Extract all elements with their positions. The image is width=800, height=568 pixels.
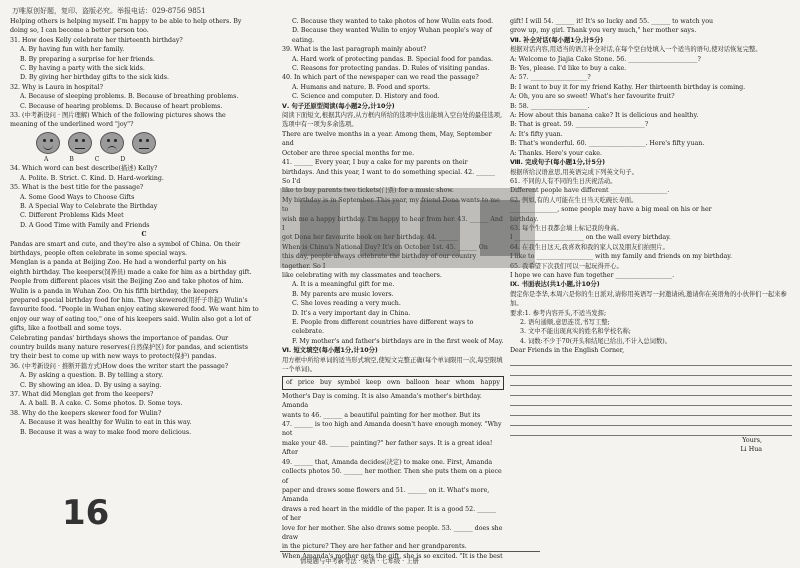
text-line: A: Oh, you are so sweet! What's her favourite fruit? xyxy=(510,93,675,101)
text-line: B: That's wonderful. 60. __________________. Here's fifty yuan. xyxy=(510,140,705,148)
text-line: Helping others is helping myself. I'm happy to be able to help others. By xyxy=(10,18,242,25)
text-line: A. It is a meaningful gift for me. xyxy=(292,281,395,289)
word-box xyxy=(282,376,504,389)
text-line: birthdays, people often celebrate in some special ways. xyxy=(10,249,188,257)
text-line: D. It's a very important day in China. xyxy=(292,309,411,317)
text-line: A. Humans and nature. B. Food and sports. xyxy=(292,83,431,91)
page-number: 16 xyxy=(62,493,110,533)
text-line: this day, people always celebrate the birthday of our country together. So I xyxy=(282,253,477,270)
text-line: A. A ball. B. A cake. C. Some photos. D. Some toys. xyxy=(20,400,183,408)
text-line: D. By giving her birthday gifts to the sick kids. xyxy=(20,74,169,82)
text-line: 用方框中所给单词的适当形式填空,使短文完整正确(每个单词限用一次,每空限填一个单词)。 xyxy=(282,356,503,374)
word-box-item: happy xyxy=(480,379,500,387)
section-heading: Ⅷ. 完成句子(每小题1分,计5分) xyxy=(510,159,605,167)
text-line: gift! I will 54. ______ it! It's so lucky and 55. ______ to watch you xyxy=(510,18,714,25)
text-line: favourite food. "People in Wuhan enjoy eating skewered food. We want him to xyxy=(10,306,259,314)
footer-divider xyxy=(280,551,540,552)
text-line: eighth birthday. The keepers(饲养员) made a cake for him as a birthday gift. xyxy=(10,268,252,276)
text-line: Mother's Day is coming. It is also Amanda's mother's birthday. Amanda xyxy=(282,392,482,410)
word-box-item: keep xyxy=(365,379,382,387)
text-line: birthday. xyxy=(510,215,539,223)
text-line: doing so, I can become a better person too. xyxy=(10,27,149,35)
text-line: 阅读下面短文,根据其内容,从方框内所给的选项中选出能填入空白处的最佳选项,选项中有一项为多余选项。 xyxy=(282,112,503,129)
text-line: 49. ______ that, Amanda decides(决定) to make one. First, Amanda xyxy=(282,458,493,466)
question-line: 37. What did Menglan get from the keepers? xyxy=(10,391,154,399)
text-line: 64. 在我生日这天,我喜欢和我的家人以及朋友们拍照片。 xyxy=(510,243,669,251)
text-line: birthdays. And this year, I want to do something special. 42. ______ So I'd xyxy=(282,168,496,185)
text-line: B: I want to buy it for my friend Kathy. Her thirteenth birthday is coming. xyxy=(510,83,746,91)
text-line: 62. 例如,有的人可能在生日当天吃碗长寿面。 xyxy=(510,196,638,204)
text-line: Wulin is a panda in Wuhan Zoo. On his fifth birthday, the keepers xyxy=(10,287,219,295)
text-line: A: It's fifty yuan. xyxy=(510,130,563,138)
text-line: B. A Special Way to Celebrate the Birthday xyxy=(20,202,158,210)
text-line: A. Hard work of protecting pandas. B. Special food for pandas. xyxy=(292,55,494,63)
text-line: love for her mother. She also draws some people. 53. ______ does she draw xyxy=(282,524,503,541)
text-line: try their best to come up with new ways to protect(保护) pandas. xyxy=(10,353,217,361)
text-line: B. By preparing a surprise for her friends. xyxy=(20,55,155,63)
word-box-item: own xyxy=(386,379,401,387)
column-right xyxy=(510,17,792,454)
face-pictures xyxy=(36,132,278,154)
sign-off: Yours, xyxy=(742,436,762,444)
text-line: 根据对话内容,用适当的语言补全对话,在每个空白处填入一个适当的语句,使对话恢复完整。 xyxy=(510,46,762,54)
text-line: gifts, like a football and some toys. xyxy=(10,325,122,333)
text-line: B: Yes, please. I'd like to buy a cake. xyxy=(510,65,627,73)
text-line: A. By asking a question. B. By telling a story. xyxy=(20,372,164,380)
writing-lines[interactable] xyxy=(510,356,792,436)
text-line: C. Different Problems Kids Meet xyxy=(20,212,124,220)
text-line: C. By showing an idea. D. By using a saying. xyxy=(20,381,162,389)
text-line: People from different places visit the Beijing Zoo and take photos of him. xyxy=(10,278,244,286)
text-line: _______________, some people may have a big meal on his or her xyxy=(510,206,712,214)
neutral-face-icon xyxy=(132,132,156,154)
text-line: 要求:1. 参考内容开头,不适当发挥; xyxy=(510,309,607,317)
question-line: 36. (中考新设问 · 推断开篇方式)How does the writer start the passage? xyxy=(10,362,229,370)
text-line: C. By having a party with the sick kids. xyxy=(20,65,145,73)
question-line: 35. What is the best title for the passage? xyxy=(10,184,144,192)
column-left xyxy=(10,17,278,437)
text-line: F. My mother's and father's birthdays are in the first week of May. xyxy=(292,337,504,345)
text-line: A. Some Good Ways to Choose Gifts xyxy=(20,193,135,201)
question-line: 32. Why is Laura in hospital? xyxy=(10,83,103,91)
header-text: 万唯原创好题，复印、盗版必究。举报电话：029-8756 9851 xyxy=(12,7,206,15)
text-line: C. Because of hearing problems. D. Because of heart problems. xyxy=(20,102,223,110)
text-line: A. By having fun with her family. xyxy=(20,46,125,54)
text-line: Different people have different __________________. xyxy=(510,187,670,195)
text-line: C. Science and computer. D. History and food. xyxy=(292,93,440,101)
word-box-item: price xyxy=(297,379,315,387)
text-line: 41. ______ Every year, I buy a cake for my parents on their xyxy=(282,159,468,167)
text-line: C. Because they wanted to take photos of how Wulin eats food. xyxy=(292,18,494,25)
text-line: A: Thanks. Here's your cake. xyxy=(510,149,602,157)
section-heading: Ⅶ. 补全对话(每小题1分,计5分) xyxy=(510,36,604,44)
text-line: enjoy our way of eating too," one of his keepers said. Wulin also got a lot of xyxy=(10,315,251,323)
text-line: 2. 语句通顺,意思连贯,书写工整; xyxy=(520,319,610,326)
text-line: country builds many nature reserves(自然保护区) for pandas, and scientists xyxy=(10,344,248,351)
text-line: wish me a happy birthday. I'm happy to hear from her. 43. ______ And I xyxy=(282,215,503,232)
text-line: When is China's National Day? It's on October 1st. 45. ______ On xyxy=(282,243,488,251)
text-line: in the picture? They are her father and her grandparents. xyxy=(282,543,467,551)
column-left-top xyxy=(10,17,278,130)
text-line: A: How about this banana cake? It is delicious and healthy. xyxy=(510,112,699,120)
text-line: meaning of the underlined word "joy"? xyxy=(10,121,134,129)
text-line: like to buy parents two tickets(门票) for a music show. xyxy=(282,187,454,195)
text-line: got Dona her favourite book on her birthday. 44. ______ xyxy=(282,234,458,242)
text-line: When Amanda's mother gets the gift, she is so excited. "It is the best xyxy=(282,552,503,560)
text-line: Menglan is a panda at Beijing Zoo. He had a wonderful party on his xyxy=(10,259,227,267)
text-line: A: Welcome to Jiajia Cake Stone. 56. ______________________? xyxy=(510,55,701,63)
text-line: There are twelve months in a year. Among them, May, September and xyxy=(282,130,492,148)
face-label: D xyxy=(120,155,126,163)
text-line: B: 58. __________________. xyxy=(510,102,590,110)
signature-name: Li Hua xyxy=(740,446,762,454)
confused-face-icon xyxy=(68,132,92,154)
text-line: B: That is great. 59. ______________________? xyxy=(510,121,649,129)
text-line: 假定你是李华,本周六是你的生日派对,请你用英语写一封邀请函,邀请你在英语角的小伙伴们一起来参加。 xyxy=(510,290,787,308)
question-line: 34. Which word can best describe(描述) Kelly? xyxy=(10,165,158,173)
word-box-item: whom xyxy=(455,379,475,387)
text-line: make your 48. ______ painting?" her father says. It is a great idea! After xyxy=(282,439,493,457)
word-box-item: hear xyxy=(435,379,450,387)
text-line: 65. 我希望下次我们可以一起玩得开心。 xyxy=(510,262,623,270)
text-line: D. A Good Time with Family and Friends xyxy=(20,221,150,229)
text-line: Celebrating pandas' birthdays shows the importance of pandas. Our xyxy=(10,334,229,342)
question-line: 31. How does Kelly celebrate her thirteenth birthday? xyxy=(10,36,183,44)
question-line: 33. (中考新设问 · 图片理解) Which of the following pictures shows the xyxy=(10,112,226,120)
question-line: 40. In which part of the newspaper can we read the passage? xyxy=(282,74,479,82)
text-line: 4. 词数:不少于70(开头和结尾已给出,不计入总词数)。 xyxy=(520,337,671,345)
column-middle-bottom xyxy=(282,392,504,561)
question-line: 39. What is the last paragraph mainly about? xyxy=(282,46,427,54)
text-line: like celebrating with my classmates and teachers. xyxy=(282,271,442,279)
text-line: 根据所给汉语意思,用英语完成下列英文句子。 xyxy=(510,168,638,176)
sad-face-icon xyxy=(100,132,124,154)
text-line: I ______________________ on the wall every birthday. xyxy=(510,234,671,242)
footer-text: 情境题与中考新考法 · 英语 · 七年级 · 上册 xyxy=(300,558,419,565)
text-line: grow up, my girl. Thank you very much," her mother says. xyxy=(510,27,697,35)
text-line: C. She loves reading a very much. xyxy=(292,300,401,308)
text-line: A: 57. __________________? xyxy=(510,74,591,82)
text-line: C. Reasons for protecting pandas. D. Rules of visiting pandas. xyxy=(292,65,490,73)
text-line: A. Polite. B. Strict. C. Kind. D. Hard-working. xyxy=(20,174,164,182)
text-line: paper and draws some flowers and 51. ______ on it. What's more, Amanda xyxy=(282,486,490,504)
text-line: D. Because they wanted Wulin to enjoy Wuhan people's way of eating. xyxy=(292,27,492,44)
text-line: draws a red heart in the middle of the paper. It is a good 52. ______ of her xyxy=(282,505,497,523)
smiling-face-icon xyxy=(36,132,60,154)
text-line: My birthday is in September. This year, my friend Dona wants to me to xyxy=(282,196,500,214)
text-line: A. Because of sleeping problems. B. Because of breathing problems. xyxy=(20,93,239,101)
text-line: 61. 不同的人有不同的生日庆祝活动。 xyxy=(510,177,617,185)
text-line: prepared special birthday food for him. They skewered(用扦子串起) Wulin's xyxy=(10,296,248,304)
text-line: 47. ______ is too high and Amanda doesn't have enough money. "Why not xyxy=(282,421,502,438)
word-box-item: of xyxy=(286,379,293,387)
text-line: collects photos 50. ______ her mother. Then she puts them on a piece of xyxy=(282,468,502,485)
text-line: Dear Friends in the English Corner, xyxy=(510,347,625,355)
word-box-item: symbol xyxy=(337,379,361,387)
text-line: 3. 文中不能出现真实的姓名和学校名称; xyxy=(520,328,631,336)
section-heading: Ⅵ. 短文填空(每小题1分,计10分) xyxy=(282,347,378,355)
text-line: 63. 每个生日我都会墙上标记我的身高。 xyxy=(510,224,623,232)
text-line: wants to 46. ______ a beautiful painting for her mother. But its xyxy=(282,411,481,419)
face-label: B xyxy=(69,155,74,163)
text-line: B. My parents are music lovers. xyxy=(292,290,394,298)
text-line: B. Because it was a way to make food more delicious. xyxy=(20,428,192,436)
section-heading: Ⅴ. 句子还原型阅读(每小题2分,计10分) xyxy=(282,102,395,110)
text-line: C xyxy=(141,231,147,239)
text-line: I like to __________________ with my family and friends on my birthday. xyxy=(510,253,732,261)
word-box-item: balloon xyxy=(405,379,430,387)
word-box-item: buy xyxy=(320,379,332,387)
face-labels xyxy=(44,155,278,164)
text-line: A. Because it was healthy for Wulin to eat in this way. xyxy=(20,419,192,427)
column-middle-top xyxy=(282,17,504,374)
section-heading: Ⅸ. 书面表达(共1小题,计10分) xyxy=(510,281,600,289)
face-label: A xyxy=(44,155,49,163)
question-line: 38. Why do the keepers skewer food for Wulin? xyxy=(10,409,162,417)
text-line: October are three special months for me. xyxy=(282,149,415,157)
column-left-bottom xyxy=(10,164,278,437)
text-line: Pandas are smart and cute, and they're also a symbol of China. On their xyxy=(10,240,241,248)
text-line: E. People from different countries have different ways to celebrate. xyxy=(292,319,474,336)
column-right-text xyxy=(510,17,792,356)
face-label: C xyxy=(94,155,100,163)
text-line: I hope we can have fun together __________________. xyxy=(510,271,675,279)
column-middle xyxy=(282,17,504,561)
